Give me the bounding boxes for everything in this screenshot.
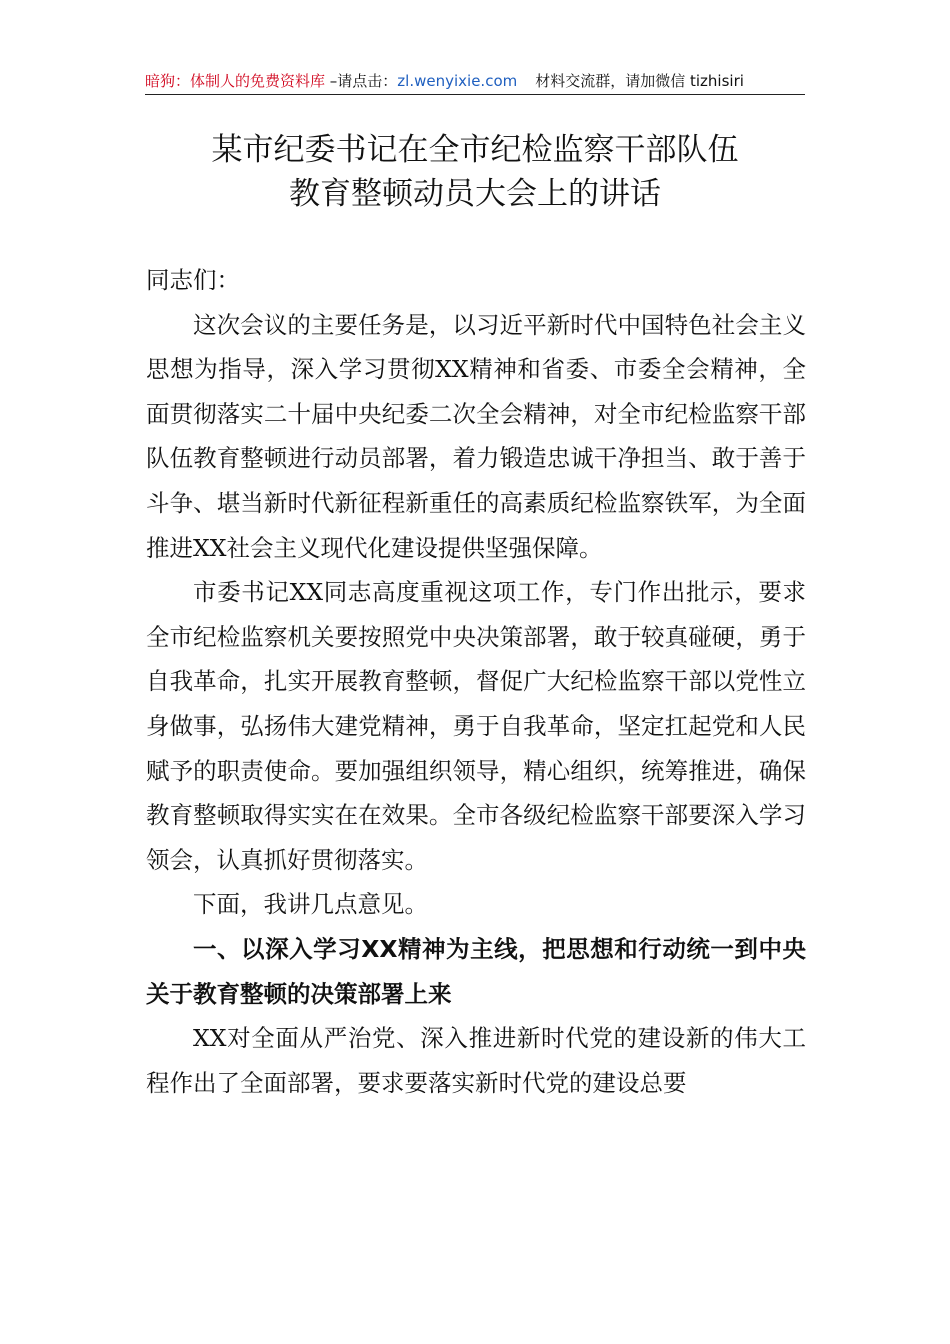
section-heading-1: 一、以深入学习XX精神为主线，把思想和行动统一到中央关于教育整顿的决策部署上来: [146, 934, 806, 1008]
salutation: 同志们：: [146, 266, 240, 294]
document-body: [146, 258, 806, 1105]
paragraph-3: 下面，我讲几点意见。: [193, 890, 428, 919]
header-brand: 暗狗：体制人的免费资料库: [145, 72, 326, 90]
paragraph-1: 这次会议的主要任务是，以习近平新时代中国特色社会主义思想为指导，深入学习贯彻XX精神和省委、市委全会精神，全面贯彻落实二十届中央纪委二次全会精神，对全市纪检监察干部队伍教育整顿进行动员部署，着力锻造忠诚干净担当、敢于善于斗争、堪当新时代新征程新重任的高素质纪检监察铁军，为全面推进XX社会主义现代化建设提供坚强保障。: [146, 310, 806, 562]
title-line-1: 某市纪委书记在全市纪检监察干部队伍: [211, 132, 739, 168]
header-separator: –请点击：: [325, 72, 398, 90]
title-line-2: 教育整顿动员大会上的讲话: [289, 176, 661, 212]
header-contact: 材料交流群，请加微信 tizhisiri: [535, 72, 744, 90]
header-divider: [145, 94, 805, 95]
paragraph-4: XX对全面从严治党、深入推进新时代党的建设新的伟大工程作出了全面部署，要求要落实新时代党的建设总要: [146, 1024, 806, 1097]
document-title: [145, 128, 805, 216]
header-url-link[interactable]: zl.wenyixie.com: [397, 72, 518, 90]
paragraph-2: 市委书记XX同志高度重视这项工作，专门作出批示，要求全市纪检监察机关要按照党中央决策部署，敢于较真碰硬，勇于自我革命，扎实开展教育整顿，督促广大纪检监察干部以党性立身做事，弘扬伟大建党精神，勇于自我革命，坚定扛起党和人民赋予的职责使命。要加强组织领导，精心组织，统筹推进，确保教育整顿取得实实在在效果。全市各级纪检监察干部要深入学习领会，认真抓好贯彻落实。: [146, 578, 806, 874]
page-header: [145, 70, 805, 92]
